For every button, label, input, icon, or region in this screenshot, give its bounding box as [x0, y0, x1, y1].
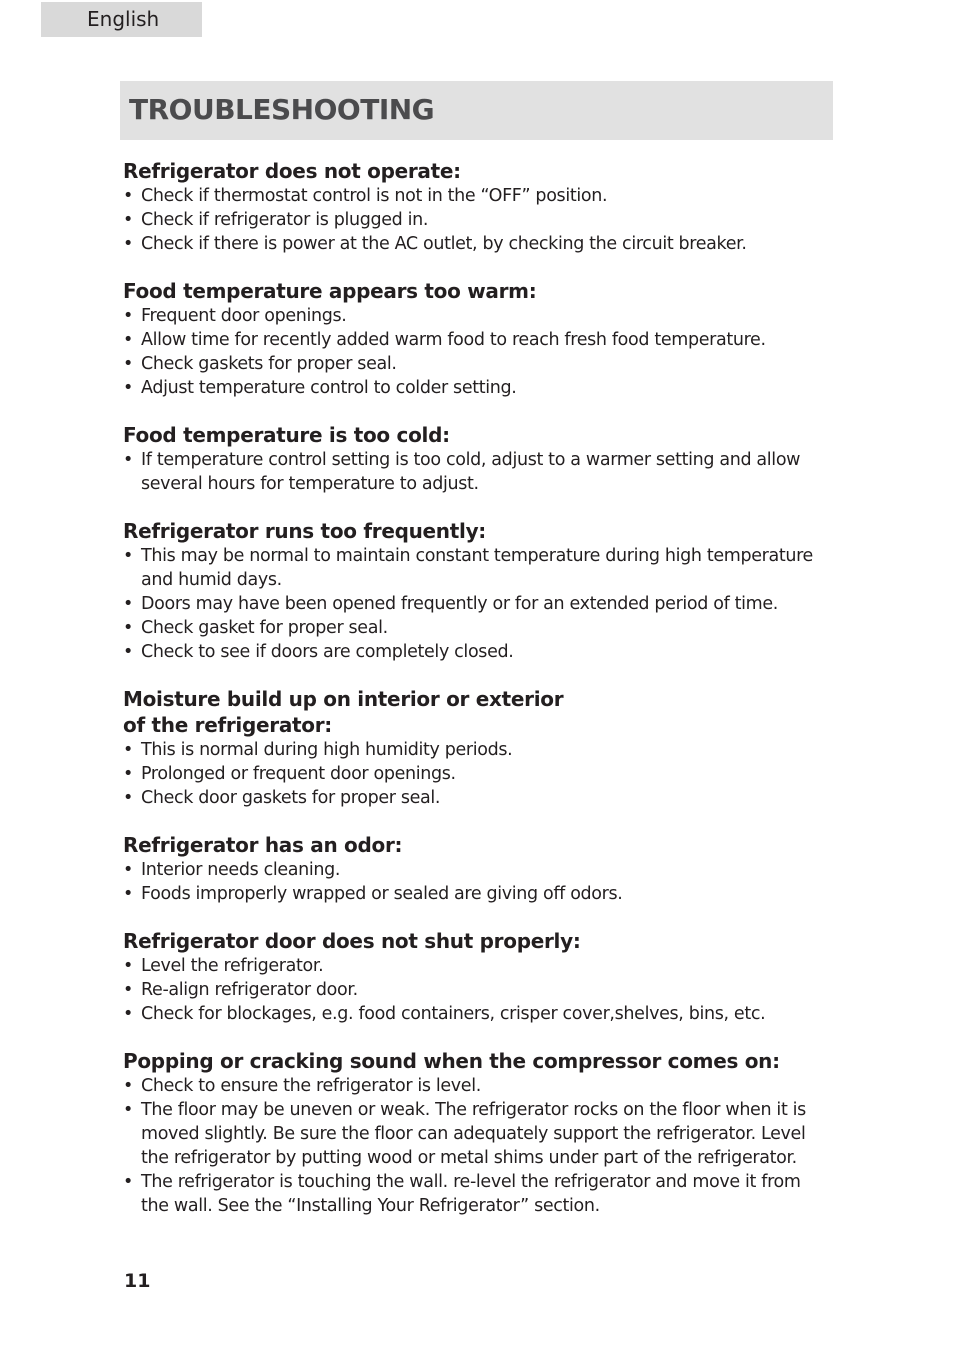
bullet-list — [123, 954, 833, 1026]
list-item: • Foods improperly wrapped or sealed are giving off odors. — [123, 882, 833, 906]
section-odor — [123, 832, 833, 906]
list-item: • Check to see if doors are completely closed. — [123, 640, 833, 664]
list-item: • Adjust temperature control to colder setting. — [123, 376, 833, 400]
section-moisture — [123, 686, 833, 810]
title-bar — [120, 81, 833, 140]
troubleshooting-content — [123, 158, 833, 1240]
section-too-warm — [123, 278, 833, 400]
section-does-not-operate — [123, 158, 833, 256]
list-item: • Re-align refrigerator door. — [123, 978, 833, 1002]
list-item: • Check for blockages, e.g. food containers, crisper cover,shelves, bins, etc. — [123, 1002, 833, 1026]
section-heading-line: Moisture build up on interior or exterior — [123, 687, 564, 711]
language-label: English — [41, 2, 202, 37]
list-item: • The floor may be uneven or weak. The refrigerator rocks on the floor when it is moved slightly. Be sure the floor can adequately support the refrigerator. Level the refrigerator by putting wood or metal shims under part of the refrigerator. — [123, 1098, 833, 1170]
list-item: • This may be normal to maintain constant temperature during high temperature and humid days. — [123, 544, 833, 592]
list-item: • Check door gaskets for proper seal. — [123, 786, 833, 810]
section-heading: Refrigerator runs too frequently: — [123, 519, 487, 543]
list-item: • Check to ensure the refrigerator is level. — [123, 1074, 833, 1098]
list-item: • Frequent door openings. — [123, 304, 833, 328]
bullet-list — [123, 738, 833, 810]
bullet-list — [123, 184, 833, 256]
section-heading-line: of the refrigerator: — [123, 713, 332, 737]
bullet-list — [123, 448, 833, 496]
list-item: • Allow time for recently added warm food to reach fresh food temperature. — [123, 328, 833, 352]
page-number: 11 — [124, 1270, 151, 1292]
list-item: • Doors may have been opened frequently or for an extended period of time. — [123, 592, 833, 616]
list-item: • Prolonged or frequent door openings. — [123, 762, 833, 786]
bullet-list — [123, 544, 833, 664]
section-heading: Refrigerator door does not shut properly: — [123, 929, 581, 953]
list-item: • The refrigerator is touching the wall. re-level the refrigerator and move it from the wall. See the “Installing Your Refrigerator” section. — [123, 1170, 833, 1218]
section-door-not-shut — [123, 928, 833, 1026]
section-heading: Refrigerator does not operate: — [123, 159, 461, 183]
list-item: • Interior needs cleaning. — [123, 858, 833, 882]
list-item: • Check gaskets for proper seal. — [123, 352, 833, 376]
bullet-list — [123, 858, 833, 906]
list-item: • Check if there is power at the AC outlet, by checking the circuit breaker. — [123, 232, 833, 256]
section-heading — [123, 686, 833, 738]
page-title: TROUBLESHOOTING — [129, 93, 435, 126]
list-item: • This is normal during high humidity periods. — [123, 738, 833, 762]
section-runs-too-frequently — [123, 518, 833, 664]
section-heading: Food temperature is too cold: — [123, 423, 450, 447]
list-item: • If temperature control setting is too cold, adjust to a warmer setting and allow several hours for temperature to adjust. — [123, 448, 833, 496]
list-item: • Check if refrigerator is plugged in. — [123, 208, 833, 232]
section-too-cold — [123, 422, 833, 496]
list-item: • Level the refrigerator. — [123, 954, 833, 978]
list-item: • Check if thermostat control is not in the “OFF” position. — [123, 184, 833, 208]
section-heading: Food temperature appears too warm: — [123, 279, 537, 303]
section-popping-sound — [123, 1048, 833, 1218]
bullet-list — [123, 1074, 833, 1218]
bullet-list — [123, 304, 833, 400]
section-heading: Popping or cracking sound when the compressor comes on: — [123, 1049, 780, 1073]
section-heading: Refrigerator has an odor: — [123, 833, 403, 857]
list-item: • Check gasket for proper seal. — [123, 616, 833, 640]
